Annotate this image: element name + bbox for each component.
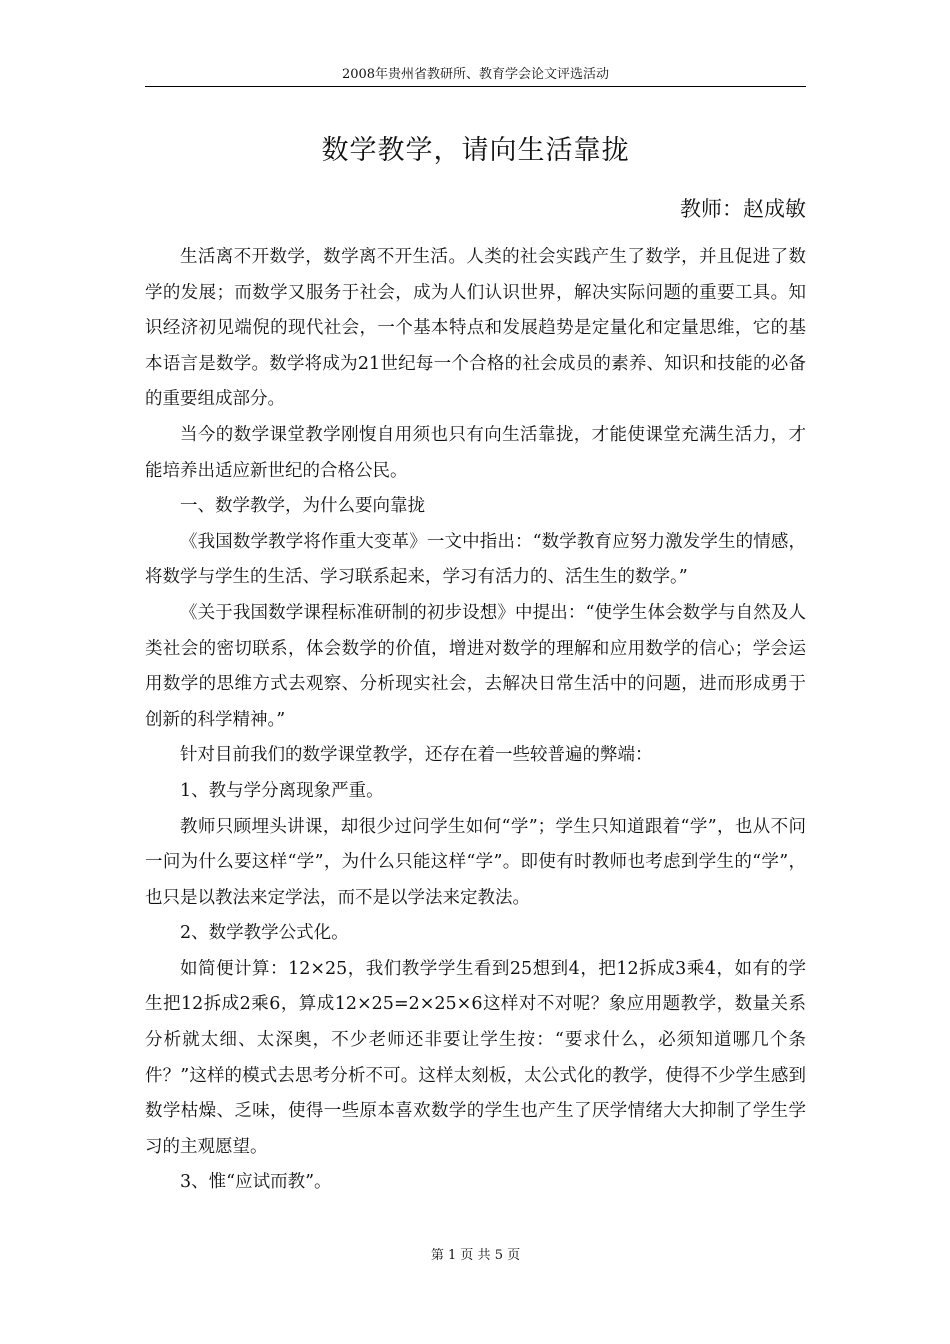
document-title: 数学教学，请向生活靠拢 [321,135,630,166]
header-text: 2008年贵州省教研所、教育学会论文评选活动 [341,67,610,82]
list-item-heading: 2、数学教学公式化。 [180,923,349,944]
author-line: 教师：赵成敏 [680,197,806,221]
paragraph: 当今的数学课堂教学刚愎自用须也只有向生活靠拢，才能使课堂充满生活力，才能培养出适应新世纪的合格公民。 [145,424,806,481]
section-heading: 一、数学教学，为什么要向靠拢 [180,496,425,517]
paragraph: 生活离不开数学，数学离不开生活。人类的社会实践产生了数学，并且促进了数学的发展；而数学又服务于社会，成为人们认识世界，解决实际问题的重要工具。知识经济初见端倪的现代社会，一个基本特点和发展趋势是定量化和定量思维，它的基本语言是数学。数学将成为21世纪每一个合格的社会成员的素养、知识和技能的必备的重要组成部分。 [145,247,806,410]
paragraph: 《关于我国数学课程标准研制的初步设想》中提出：“使学生体会数学与自然及人类社会的密切联系，体会数学的价值，增进对数学的理解和应用数学的信心；学会运用数学的思维方式去观察、分析现实社会，去解决日常生活中的问题，进而形成勇于创新的科学精神。” [145,602,806,730]
page-header [145,64,806,87]
list-item-heading: 1、教与学分离现象严重。 [180,780,384,801]
paragraph: 如简便计算：12×25，我们教学学生看到25想到4，把12拆成3乘4，如有的学生把12拆成2乘6，算成12×25=2×25×6这样对不对呢？象应用题教学，数量关系分析就太细、太深奥，不少老师还非要让学生按：“要求什么，必须知道哪几个条件？”这样的模式去思考分析不可。这样太刻板，太公式化的教学，使得不少学生感到数学枯燥、乏味，使得一些原本喜欢数学的学生也产生了厌学情绪大大抑制了学生学习的主观愿望。 [145,958,806,1157]
list-item-heading: 3、惟“应试而教”。 [180,1172,332,1193]
paragraph: 教师只顾埋头讲课，却很少过问学生如何“学”；学生只知道跟着“学”，也从不问一问为什么要这样“学”，为什么只能这样“学”。即使有时教师也考虑到学生的“学”，也只是以教法来定学法，而不是以学法来定教法。 [145,816,806,908]
paragraph: 针对目前我们的数学课堂教学，还存在着一些较普遍的弊端： [180,745,653,766]
document-body [145,240,806,1201]
paragraph: 《我国数学教学将作重大变革》一文中指出：“数学教育应努力激发学生的情感，将数学与学生的生活、学习联系起来，学习有活力的、活生生的数学。” [145,531,806,588]
page-footer [145,1246,806,1266]
page-number: 第 1 页 共 5 页 [430,1248,521,1263]
